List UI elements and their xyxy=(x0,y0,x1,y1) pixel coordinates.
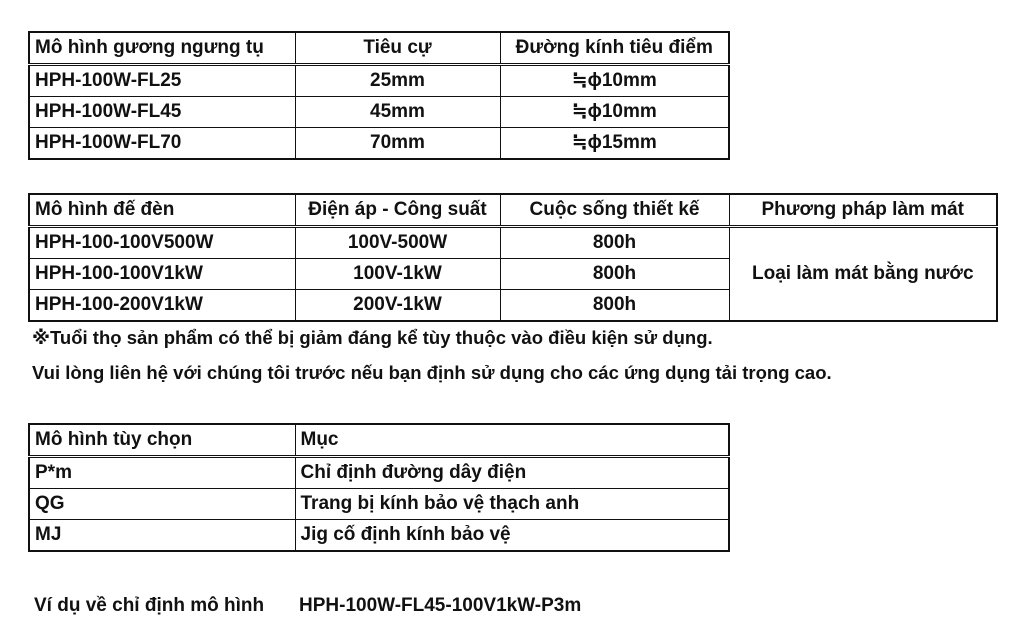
header-focal-length: Tiêu cự xyxy=(295,32,500,65)
table-header-row xyxy=(29,32,729,65)
cell-option-model: P*m xyxy=(29,457,295,489)
table-header-row xyxy=(29,194,997,227)
cell-base-model: HPH-100-200V1kW xyxy=(29,290,295,322)
header-base-model: Mô hình đế đèn xyxy=(29,194,295,227)
cell-base-model: HPH-100-100V500W xyxy=(29,227,295,259)
cell-voltage-power: 100V-1kW xyxy=(295,259,500,290)
cell-lens-model: HPH-100W-FL45 xyxy=(29,97,295,128)
table-row xyxy=(29,65,729,97)
header-design-life: Cuộc sống thiết kế xyxy=(500,194,729,227)
cell-voltage-power: 100V-500W xyxy=(295,227,500,259)
header-voltage-power: Điện áp - Công suất xyxy=(295,194,500,227)
cell-option-item: Jig cố định kính bảo vệ xyxy=(295,520,729,552)
header-lens-model: Mô hình gương ngưng tụ xyxy=(29,32,295,65)
cell-focal-length: 25mm xyxy=(295,65,500,97)
lens-spec-table xyxy=(28,31,730,160)
lamp-base-spec-table xyxy=(28,193,998,322)
cell-focal-length: 45mm xyxy=(295,97,500,128)
model-example-value: HPH-100W-FL45-100V1kW-P3m xyxy=(299,595,582,616)
cell-option-item: Trang bị kính bảo vệ thạch anh xyxy=(295,489,729,520)
cell-cooling-method: Loại làm mát bằng nước xyxy=(729,227,997,322)
table-row xyxy=(29,457,729,489)
options-table xyxy=(28,423,730,552)
cell-focal-diameter: ≒ϕ15mm xyxy=(500,128,729,160)
table-row xyxy=(29,97,729,128)
model-example-label: Ví dụ về chỉ định mô hình xyxy=(34,595,265,616)
cell-lens-model: HPH-100W-FL70 xyxy=(29,128,295,160)
header-cooling-method: Phương pháp làm mát xyxy=(729,194,997,227)
cell-lens-model: HPH-100W-FL25 xyxy=(29,65,295,97)
cell-voltage-power: 200V-1kW xyxy=(295,290,500,322)
cell-focal-diameter: ≒ϕ10mm xyxy=(500,97,729,128)
header-option-item: Mục xyxy=(295,424,729,457)
cell-base-model: HPH-100-100V1kW xyxy=(29,259,295,290)
cell-design-life: 800h xyxy=(500,290,729,322)
table-row xyxy=(29,227,997,259)
usage-note: ※Tuổi thọ sản phẩm có thể bị giảm đáng kể tùy thuộc vào điều kiện sử dụng. xyxy=(32,327,713,348)
cell-option-model: MJ xyxy=(29,520,295,552)
cell-focal-length: 70mm xyxy=(295,128,500,160)
header-focal-diameter: Đường kính tiêu điểm xyxy=(500,32,729,65)
table-row xyxy=(29,520,729,552)
contact-note: Vui lòng liên hệ với chúng tôi trước nếu bạn định sử dụng cho các ứng dụng tải trọng cao. xyxy=(32,362,832,383)
table-row xyxy=(29,489,729,520)
table-row xyxy=(29,128,729,160)
header-option-model: Mô hình tùy chọn xyxy=(29,424,295,457)
cell-option-model: QG xyxy=(29,489,295,520)
cell-design-life: 800h xyxy=(500,259,729,290)
table-header-row xyxy=(29,424,729,457)
cell-design-life: 800h xyxy=(500,227,729,259)
cell-focal-diameter: ≒ϕ10mm xyxy=(500,65,729,97)
cell-option-item: Chỉ định đường dây điện xyxy=(295,457,729,489)
